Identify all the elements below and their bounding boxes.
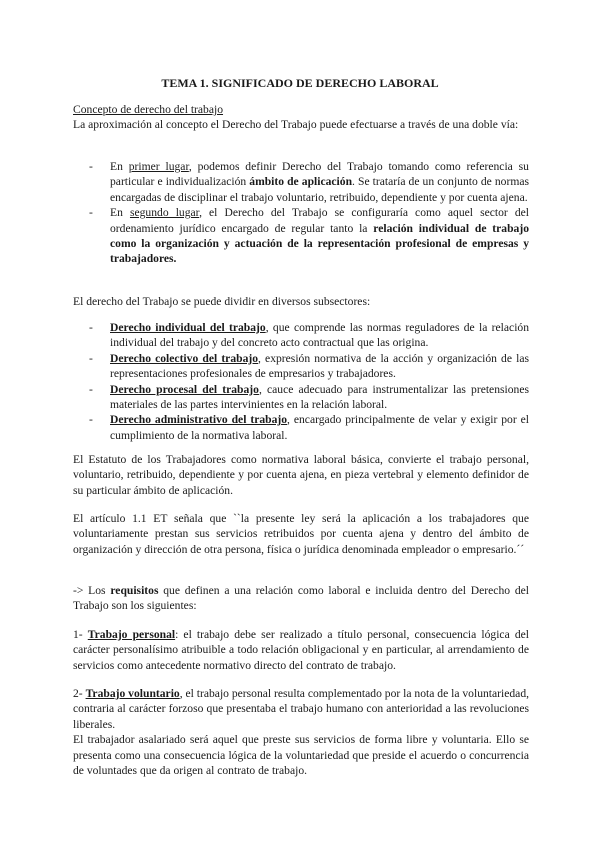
estatuto-paragraph: El Estatuto de los Trabajadores como normativa laboral básica, convierte el trabajo personal, voluntario, retribuido, dependiente y por cuenta ajena, en pieza vertebral y elemento definidor de su particular ámbito de aplicación.	[73, 453, 529, 497]
list-item: - En primer lugar, podemos definir Derecho del Trabajo tomando como referencia su particular e individualización ámbito de aplicación. Se trataría de un conjunto de normas encargadas de disciplinar el trabajo voluntario, retribuido, dependiente y por cuenta ajena.	[89, 160, 530, 204]
page-title: TEMA 1. SIGNIFICADO DE DERECHO LABORAL	[161, 76, 439, 90]
concepto-list	[73, 159, 529, 267]
concepto-heading: Concepto de derecho del trabajo	[73, 103, 224, 116]
requisito-2-paragraph: 2- Trabajo voluntario, el trabajo personal resulta complementado por la nota de la voluntariedad, contraria al carácter forzoso que presentaba el trabajo humano con anterioridad a las revoluciones liberales.	[73, 687, 530, 731]
articulo-paragraph: El artículo 1.1 ET señala que ``la presente ley será la aplicación a los trabajadores que voluntariamente prestan sus servicios retribuidos por cuenta ajena y dentro del ámbito de organización y dirección de otra persona, física o jurídica denominada empleador o empresario.´´	[73, 512, 529, 556]
requisitos-paragraph: -> Los requisitos que definen a una relación como laboral e incluida dentro del Derecho del Trabajo son los siguientes:	[73, 584, 529, 613]
requisito-1-paragraph: 1- Trabajo personal: el trabajo debe ser realizado a título personal, consecuencia lógica del carácter personalísimo atribuible a todo relación obligacional y en particular, al arrendamiento de servicios como antecedente normativo directo del contrato de trabajo.	[73, 628, 529, 672]
concepto-section	[73, 102, 529, 133]
list-item: - En segundo lugar, el Derecho del Trabajo se configuraría como aquel sector del ordenamiento jurídico encargado de regular tanto la relación individual de trabajo como la organización y actuación de la representación profesional de empresas y trabajadores.	[89, 206, 530, 266]
subsectores-intro: El derecho del Trabajo se puede dividir en diversos subsectores:	[73, 295, 371, 308]
list-item: - Derecho procesal del trabajo, cauce adecuado para instrumentalizar las pretensiones materiales de las partes intervinientes en la relación laboral.	[89, 382, 529, 412]
estatuto-block	[73, 452, 529, 498]
requisito-2-block	[73, 686, 529, 778]
requisito-1-block	[73, 627, 529, 673]
concepto-intro: La aproximación al concepto el Derecho del Trabajo puede efectuarse a través de una doble vía:	[73, 118, 519, 132]
subsectores-intro-block	[73, 294, 529, 309]
requisito-2-extra: El trabajador asalariado será aquel que preste sus servicios de forma libre y voluntaria. Ello se presenta como una consecuencia lógica de la voluntariedad que preside el acuerdo o concurrencia de voluntades que da origen al contrato de trabajo.	[73, 733, 529, 778]
subsectores-list	[73, 320, 529, 443]
list-item: - Derecho administrativo del trabajo, encargado principalmente de velar y exigir por el cumplimiento de la normativa laboral.	[89, 413, 529, 442]
list-item: - Derecho colectivo del trabajo, expresión normativa de la acción y organización de las representaciones profesionales de empresarios y trabajadores.	[89, 351, 529, 381]
requisitos-block	[73, 583, 529, 614]
list-item: - Derecho individual del trabajo, que comprende las normas reguladores de la relación individual del trabajo y del concreto acto contractual que las origina.	[89, 321, 530, 350]
articulo-block	[73, 511, 529, 557]
